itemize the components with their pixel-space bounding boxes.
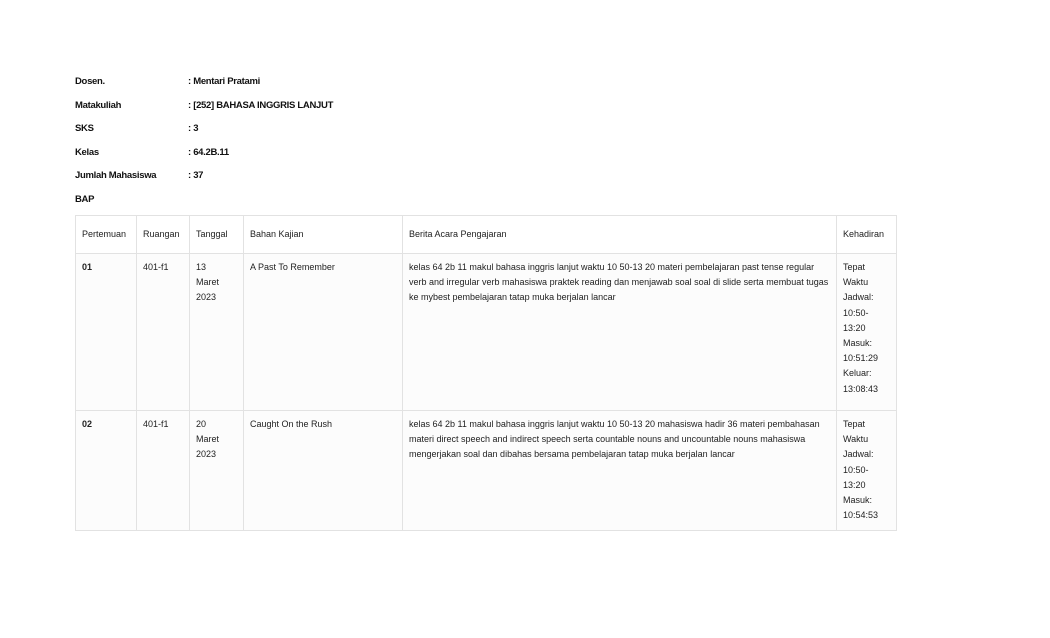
tanggal-day: 20 — [196, 419, 207, 429]
tanggal-month: Maret — [196, 277, 220, 288]
info-label: Kelas — [75, 146, 99, 158]
tanggal-year: 2023 — [196, 449, 217, 460]
cell-bahan-kajian: Caught On the Rush — [244, 411, 403, 531]
kehadiran-line: Tepat — [843, 262, 866, 272]
info-label: SKS — [75, 123, 94, 134]
kehadiran-line: 10:51:29 — [843, 353, 879, 364]
cell-pertemuan: 01 — [76, 254, 137, 411]
tanggal-year: 2023 — [196, 292, 217, 303]
cell-tanggal — [190, 254, 244, 411]
kehadiran-line: 10:50- — [843, 307, 869, 318]
info-value: : 64.2B.11 — [188, 146, 229, 158]
kehadiran-line: 10:50- — [843, 464, 869, 475]
info-row-sks — [75, 123, 333, 147]
table-header-row — [76, 216, 897, 254]
table-row — [76, 254, 897, 411]
cell-kehadiran — [837, 411, 897, 531]
cell-ruangan: 401-f1 — [137, 254, 190, 411]
kehadiran-line: Tepat — [843, 419, 866, 429]
bap-table — [75, 215, 897, 531]
info-value: : 37 — [188, 170, 204, 181]
cell-bahan-kajian: A Past To Remember — [244, 254, 403, 411]
cell-ruangan: 401-f1 — [137, 411, 190, 531]
info-row-kelas — [75, 147, 333, 171]
info-label: Jumlah Mahasiswa — [75, 170, 157, 181]
cell-tanggal — [190, 411, 244, 531]
course-info — [75, 76, 333, 194]
kehadiran-line: Masuk: — [843, 338, 873, 349]
cell-pertemuan: 02 — [76, 411, 137, 531]
bap-label: BAP — [75, 194, 95, 205]
kehadiran-line: Waktu — [843, 277, 869, 288]
cell-berita-acara: kelas 64 2b 11 makul bahasa inggris lanjut waktu 10 50-13 20 mahasiswa hadir 36 materi pembahasan materi direct speech and indirect speech serta countable nouns and uncountable nouns mahasiswa mengerjakan soal dan dibahas bersama pembelajaran tatap muka berjalan lancar — [403, 411, 837, 531]
header-ruangan: Ruangan — [137, 216, 190, 254]
tanggal-month: Maret — [196, 434, 220, 445]
cell-berita-acara: kelas 64 2b 11 makul bahasa inggris lanjut waktu 10 50-13 20 materi pembelajaran past tense regular verb and irregular verb mahasiswa praktek reading dan menjawab soal soal di slide serta membuat tugas ke mybest pembelajaran tatap muka berjalan lancar — [403, 254, 837, 411]
info-row-matakuliah — [75, 100, 333, 124]
header-bahan-kajian: Bahan Kajian — [244, 216, 403, 254]
header-pertemuan: Pertemuan — [76, 216, 137, 254]
kehadiran-line: Jadwal: — [843, 292, 874, 303]
info-label: Matakuliah — [75, 99, 122, 111]
cell-kehadiran — [837, 254, 897, 411]
tanggal-day: 13 — [196, 262, 207, 272]
kehadiran-line: Masuk: — [843, 495, 873, 506]
kehadiran-line: 13:20 — [843, 322, 866, 333]
info-row-dosen — [75, 76, 333, 100]
info-value: : [252] BAHASA INGGRIS LANJUT — [188, 99, 334, 111]
kehadiran-line: 10:54:53 — [843, 510, 879, 521]
table-row — [76, 411, 897, 531]
header-tanggal: Tanggal — [190, 216, 244, 254]
info-value: : Mentari Pratami — [188, 76, 260, 87]
header-berita-acara: Berita Acara Pengajaran — [403, 216, 837, 254]
kehadiran-line: 13:20 — [843, 479, 866, 490]
kehadiran-line: 13:08:43 — [843, 383, 879, 394]
info-label: Dosen. — [75, 76, 105, 87]
info-row-jumlah-mahasiswa — [75, 170, 333, 194]
kehadiran-line: Waktu — [843, 434, 869, 445]
info-value: : 3 — [188, 123, 199, 134]
kehadiran-line: Keluar: — [843, 368, 872, 379]
header-kehadiran: Kehadiran — [837, 216, 897, 254]
kehadiran-line: Jadwal: — [843, 449, 874, 460]
